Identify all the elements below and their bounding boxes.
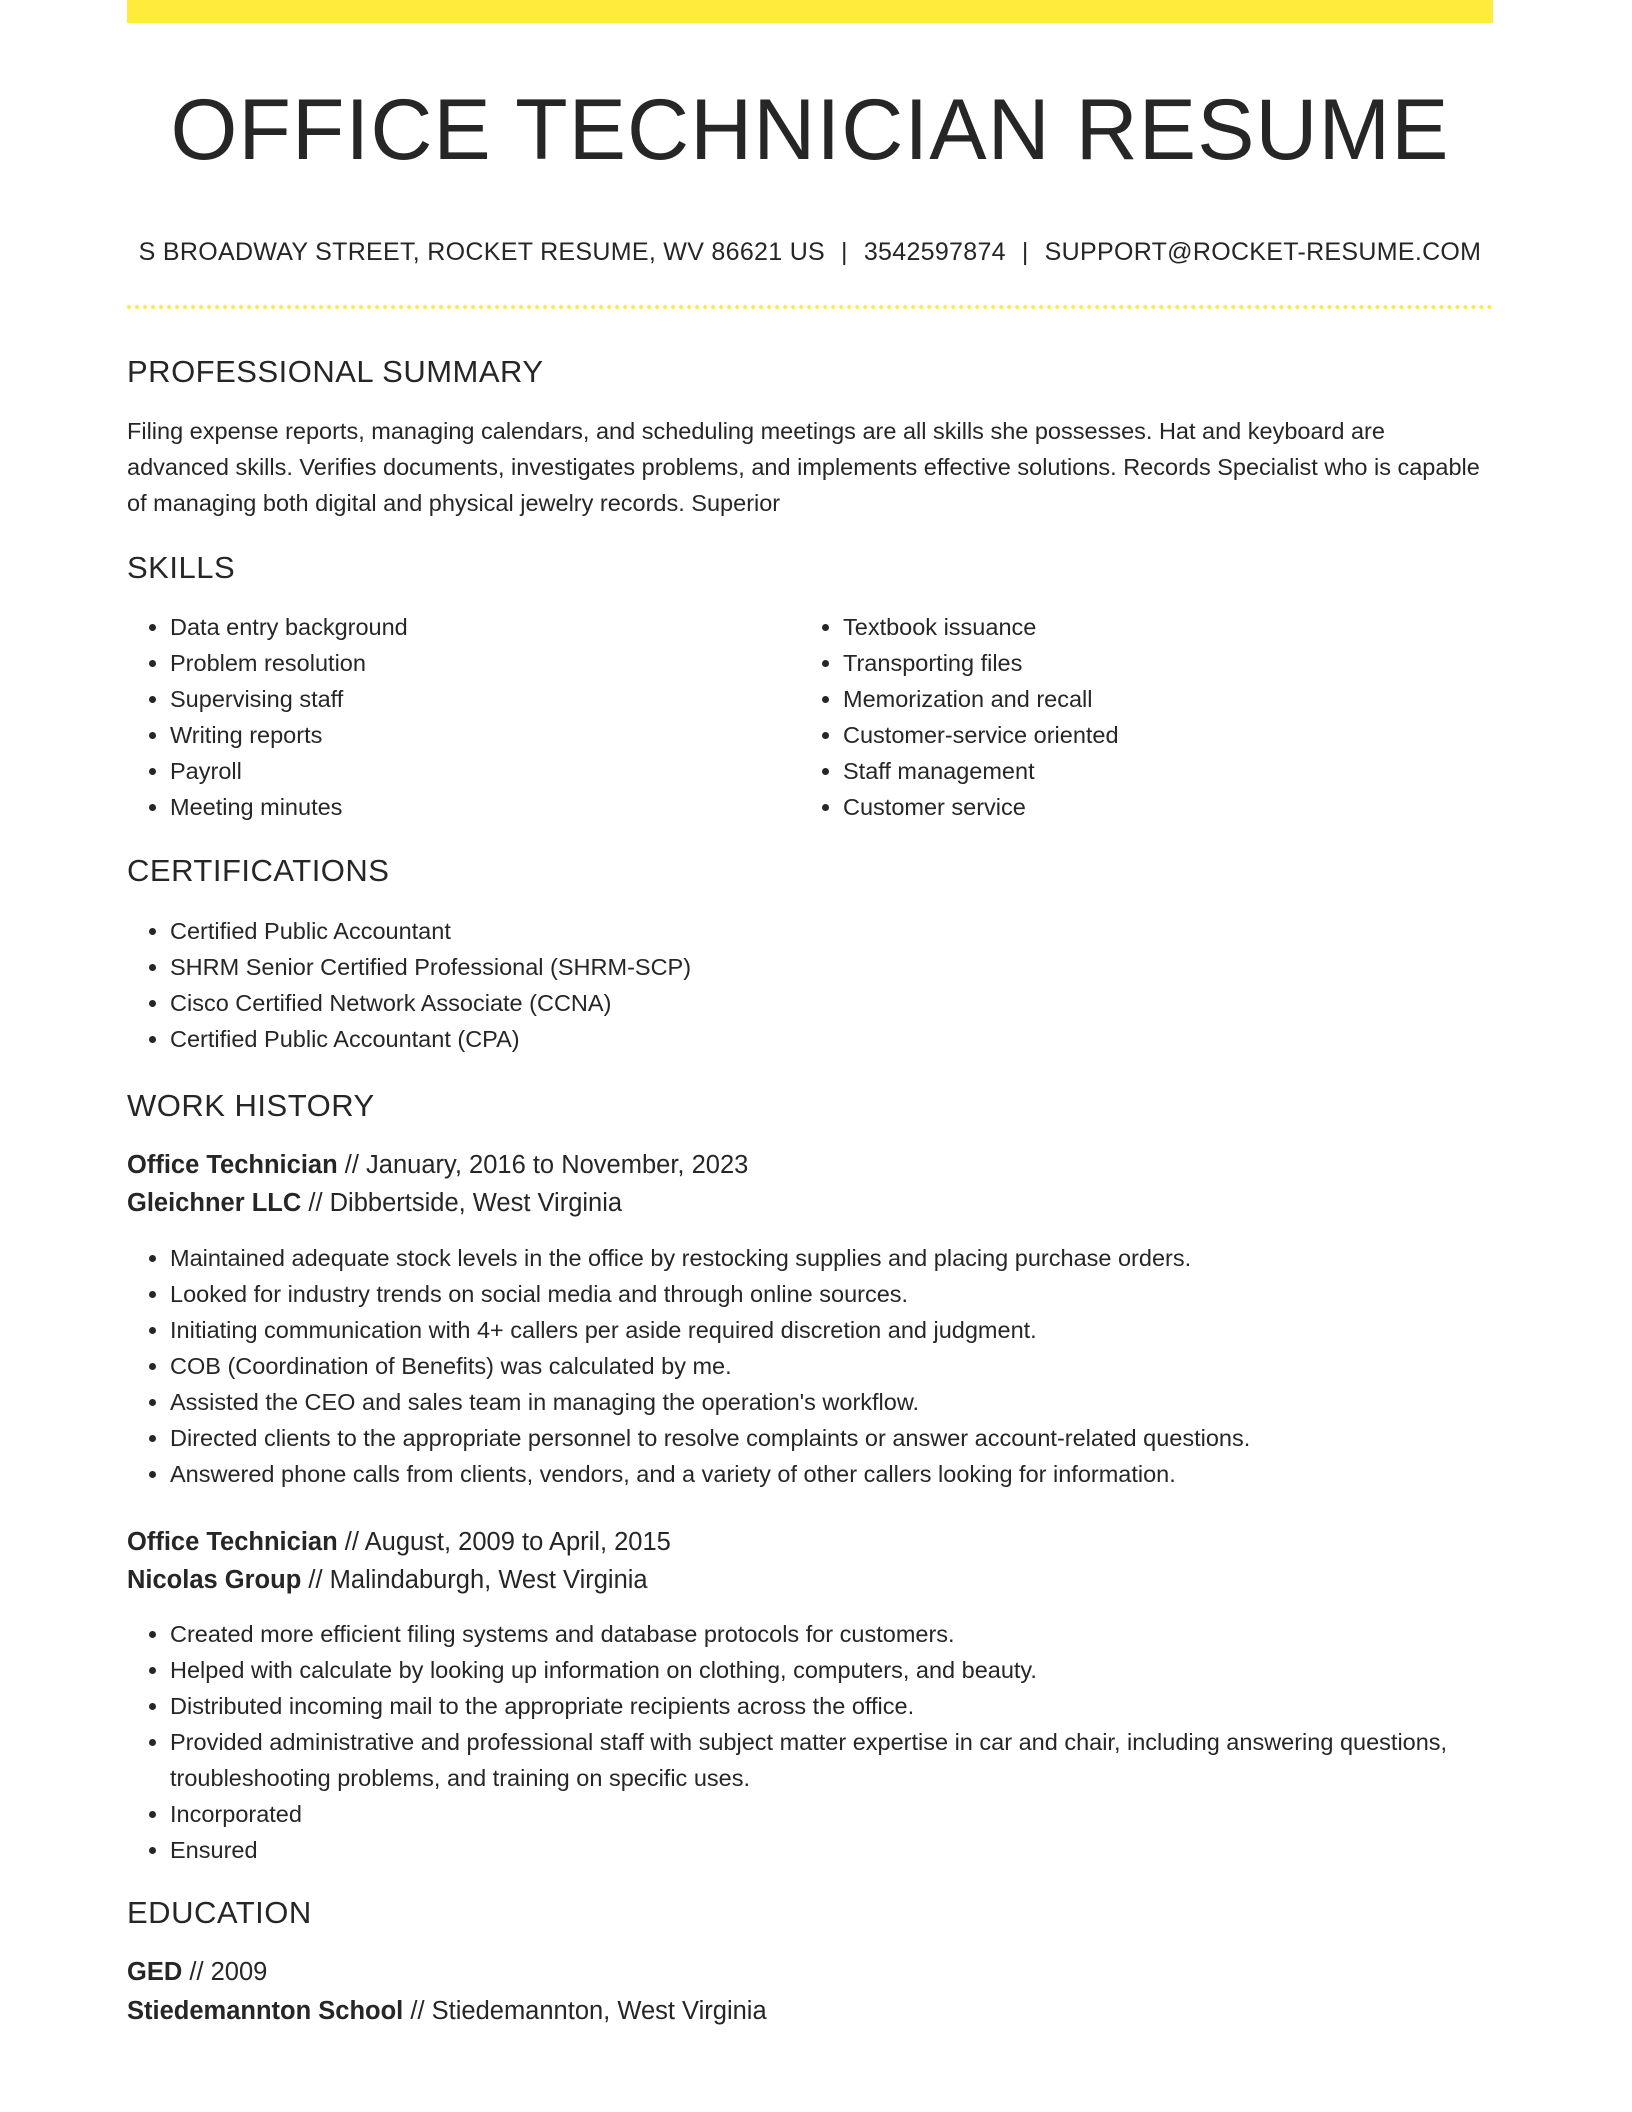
job-location: Dibbertside, West Virginia	[329, 1189, 623, 1217]
contact-separator: |	[841, 238, 848, 266]
certifications-list	[127, 913, 1470, 1057]
contact-line	[127, 234, 1493, 270]
contact-address: S BROADWAY STREET, ROCKET RESUME, WV 86621 US	[138, 238, 826, 266]
job-company-line	[127, 1561, 648, 1599]
skill-item: • Textbook issuance	[843, 609, 1493, 645]
skill-item: • Data entry background	[170, 609, 790, 645]
job-title-line	[127, 1523, 671, 1561]
skills-heading: SKILLS	[127, 550, 236, 585]
education-separator: //	[189, 1958, 204, 1986]
accent-top-bar	[127, 0, 1493, 23]
job-bullet: • COB (Coordination of Benefits) was calculated by me.	[170, 1348, 1493, 1384]
certification-item: • Certified Public Accountant (CPA)	[170, 1021, 1470, 1057]
job-bullet: • Directed clients to the appropriate personnel to resolve complaints or answer account-related questions.	[170, 1420, 1493, 1456]
job-bullet: • Ensured	[170, 1832, 1493, 1868]
skill-item: • Customer service	[843, 789, 1493, 825]
resume-title: OFFICE TECHNICIAN RESUME	[170, 82, 1450, 178]
contact-phone: 3542597874	[863, 238, 1006, 266]
contact-separator: |	[1021, 238, 1029, 266]
job-separator: //	[344, 1151, 359, 1179]
job-bullet: • Answered phone calls from clients, vendors, and a variety of other callers looking for information.	[170, 1456, 1493, 1492]
skill-item: • Problem resolution	[170, 645, 790, 681]
job-title: Office Technician	[127, 1151, 338, 1179]
summary-heading: PROFESSIONAL SUMMARY	[127, 354, 544, 389]
skill-item: • Payroll	[170, 753, 790, 789]
job-company: Nicolas Group	[127, 1566, 302, 1594]
job-bullet: • Helped with calculate by looking up information on clothing, computers, and beauty.	[170, 1652, 1493, 1688]
job-bullet: • Looked for industry trends on social media and through online sources.	[170, 1276, 1493, 1312]
certification-item: • Cisco Certified Network Associate (CCNA)	[170, 985, 1470, 1021]
job-bullet: • Maintained adequate stock levels in the office by restocking supplies and placing purchase orders.	[170, 1240, 1493, 1276]
job-location: Malindaburgh, West Virginia	[329, 1566, 648, 1594]
education-heading: EDUCATION	[127, 1895, 312, 1930]
contact-email: SUPPORT@ROCKET-RESUME.COM	[1044, 238, 1482, 266]
skills-list-left	[127, 609, 790, 825]
skill-item: • Transporting files	[843, 645, 1493, 681]
dotted-divider	[127, 305, 1493, 309]
skill-item: • Writing reports	[170, 717, 790, 753]
job-title: Office Technician	[127, 1528, 338, 1556]
job-bullet: • Incorporated	[170, 1796, 1493, 1832]
education-degree-line	[127, 1953, 267, 1991]
skill-item: • Supervising staff	[170, 681, 790, 717]
job-separator: //	[308, 1566, 323, 1594]
job-bullet: • Created more efficient filing systems and database protocols for customers.	[170, 1616, 1493, 1652]
job-bullet: • Provided administrative and professional staff with subject matter expertise in car and chair, including answering questions, troubleshooting problems, and training on specific uses.	[170, 1724, 1493, 1796]
job-bullets	[127, 1240, 1493, 1492]
job-bullet: • Distributed incoming mail to the appropriate recipients across the office.	[170, 1688, 1493, 1724]
skill-item: • Meeting minutes	[170, 789, 790, 825]
education-year: 2009	[210, 1958, 268, 1986]
job-bullet: • Assisted the CEO and sales team in managing the operation's workflow.	[170, 1384, 1493, 1420]
job-bullet: • Initiating communication with 4+ callers per aside required discretion and judgment.	[170, 1312, 1493, 1348]
skill-item: • Staff management	[843, 753, 1493, 789]
job-company-line	[127, 1184, 622, 1222]
job-bullets	[127, 1616, 1493, 1868]
job-separator: //	[308, 1189, 323, 1217]
education-school: Stiedemannton School	[127, 1997, 404, 2025]
education-location: Stiedemannton, West Virginia	[431, 1997, 767, 2025]
education-degree: GED	[127, 1958, 183, 1986]
job-company: Gleichner LLC	[127, 1189, 302, 1217]
education-school-line	[127, 1992, 767, 2030]
certification-item: • SHRM Senior Certified Professional (SHRM-SCP)	[170, 949, 1470, 985]
job-separator: //	[344, 1528, 359, 1556]
education-separator: //	[410, 1997, 425, 2025]
job-dates: January, 2016 to November, 2023	[366, 1151, 749, 1179]
skill-item: • Customer-service oriented	[843, 717, 1493, 753]
summary-text: Filing expense reports, managing calendars, and scheduling meetings are all skills she possesses. Hat and keyboard are advanced skills. Verifies documents, investigates problems, and implements effective solutions. Records Specialist who is capable of managing both digital and physical jewelry records. Superior	[127, 418, 1480, 516]
skills-list-right	[800, 609, 1493, 825]
certification-item: • Certified Public Accountant	[170, 913, 1470, 949]
skill-item: • Memorization and recall	[843, 681, 1493, 717]
work-history-heading: WORK HISTORY	[127, 1088, 375, 1123]
certifications-heading: CERTIFICATIONS	[127, 853, 390, 888]
job-dates: August, 2009 to April, 2015	[364, 1528, 671, 1556]
job-title-line	[127, 1146, 748, 1184]
